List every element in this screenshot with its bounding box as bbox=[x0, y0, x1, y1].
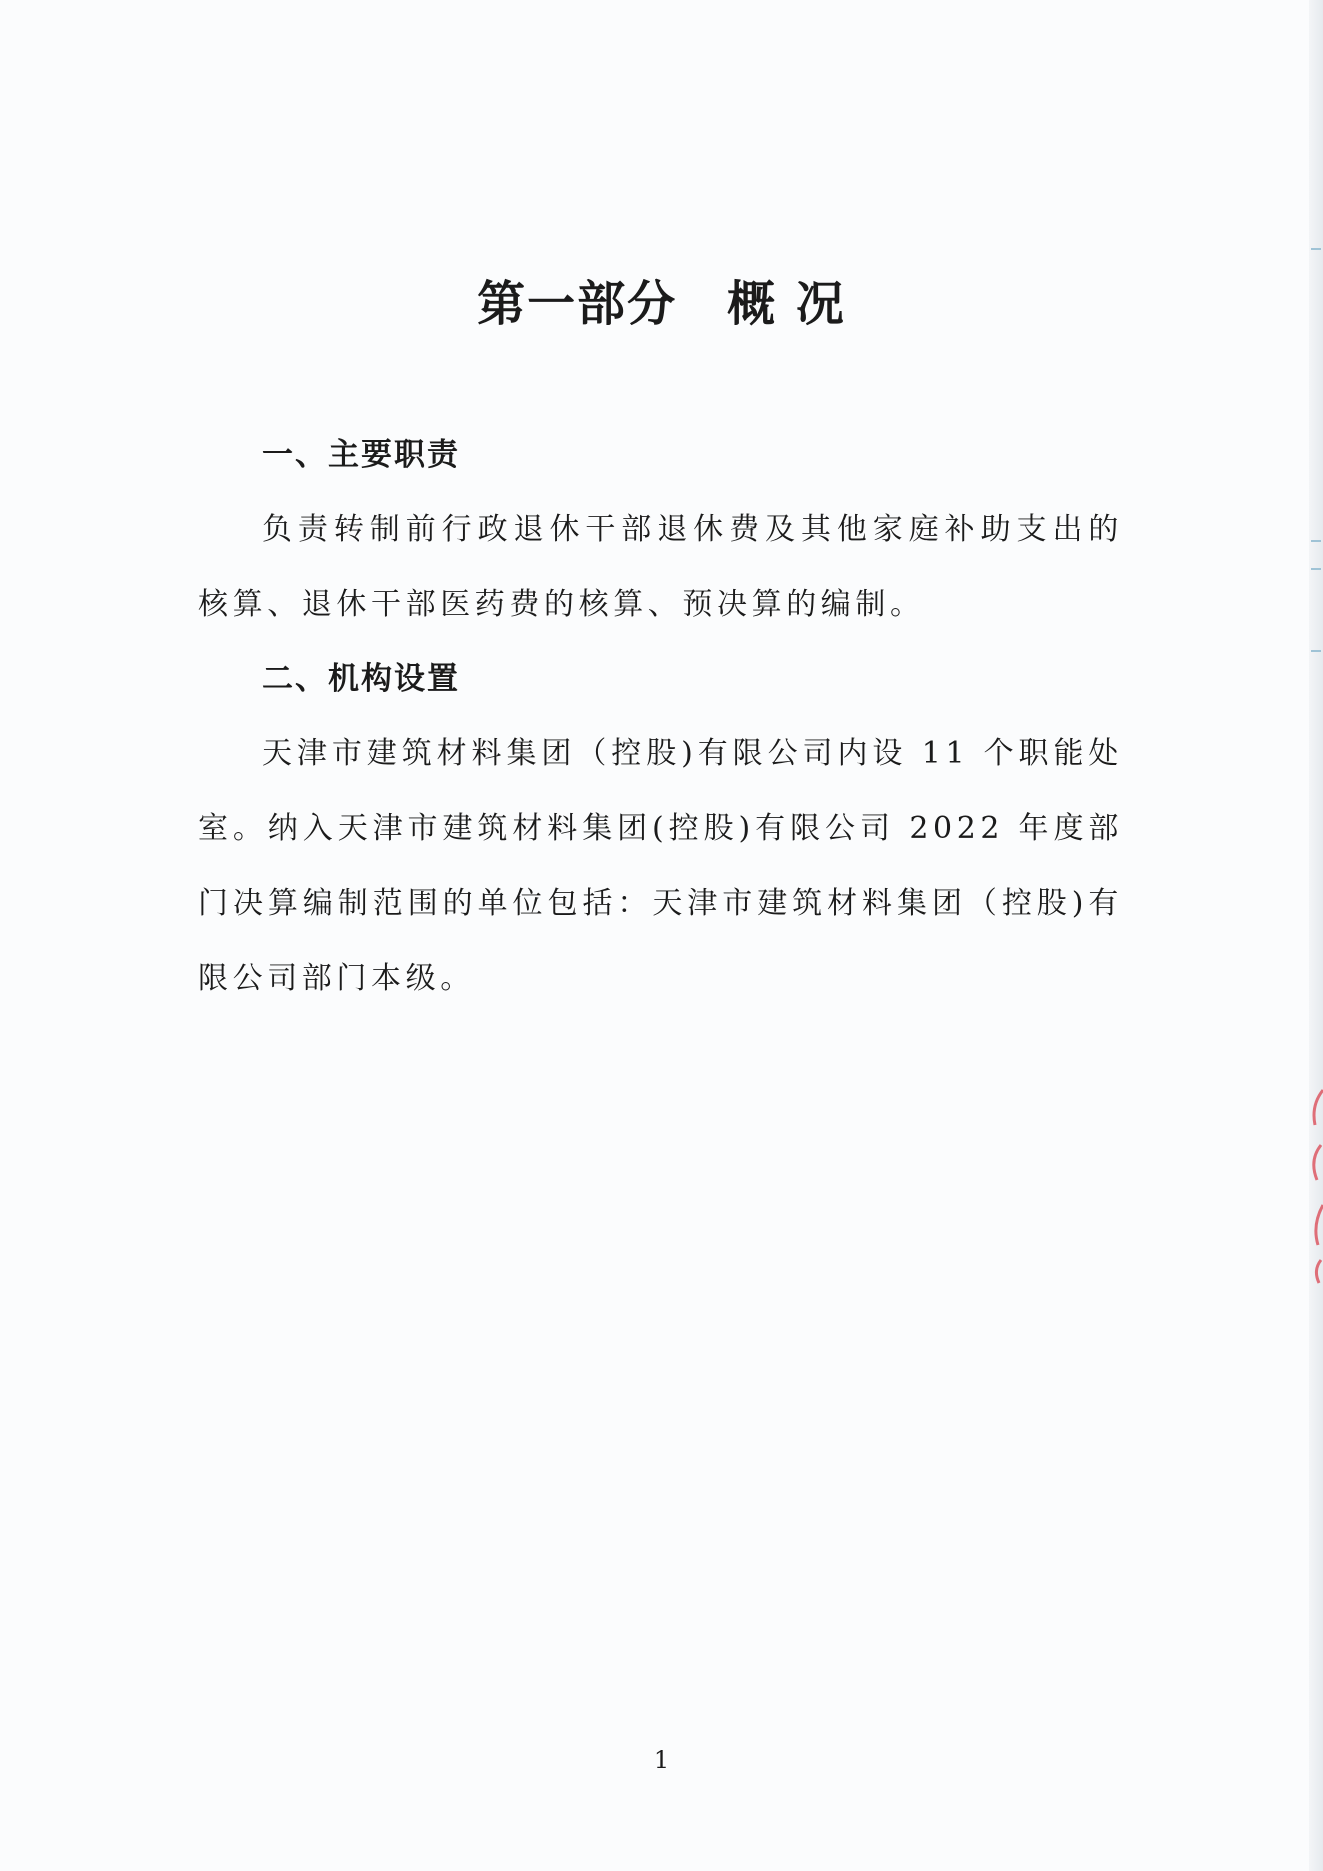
edge-mark bbox=[1311, 650, 1321, 652]
section-heading-duties: 一、主要职责 bbox=[262, 437, 460, 473]
page-title: 第一部分 概 况 bbox=[477, 276, 846, 332]
red-seal-fragment bbox=[1303, 1085, 1323, 1285]
section-heading-organization: 二、机构设置 bbox=[262, 661, 460, 697]
edge-mark bbox=[1311, 248, 1321, 250]
edge-mark bbox=[1311, 540, 1321, 542]
page-number: 1 bbox=[653, 1746, 670, 1774]
edge-mark bbox=[1311, 568, 1321, 570]
document-body bbox=[198, 418, 1123, 1016]
duties-paragraph: 负责转制前行政退休干部退休费及其他家庭补助支出的核算、退休干部医药费的核算、预决算的编制。 bbox=[198, 512, 1123, 622]
organization-paragraph: 天津市建筑材料集团（控股)有限公司内设 11 个职能处室。纳入天津市建筑材料集团(控股)有限公司 2022 年度部门决算编制范围的单位包括：天津市建筑材料集团（控股)有限公司部门本级。 bbox=[198, 736, 1123, 996]
